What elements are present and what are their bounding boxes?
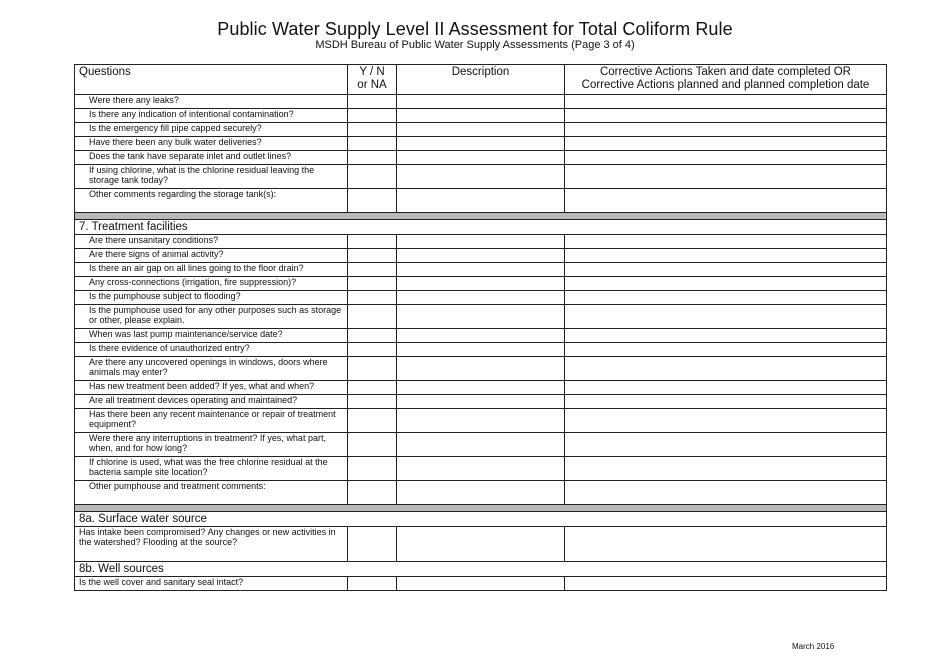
yn-answer-cell[interactable]: [348, 381, 397, 395]
table-row: [75, 457, 887, 481]
table-row: [75, 137, 887, 151]
description-cell[interactable]: [397, 577, 565, 591]
question-label: Is the well cover and sanitary seal intact?: [75, 577, 348, 591]
yn-answer-cell[interactable]: [348, 395, 397, 409]
corrective-column-header: [565, 65, 887, 95]
description-cell[interactable]: [397, 329, 565, 343]
yn-answer-cell[interactable]: [348, 433, 397, 457]
question-label: When was last pump maintenance/service date?: [75, 329, 348, 343]
corrective-action-cell[interactable]: [565, 433, 887, 457]
table-row: [75, 381, 887, 395]
corrective-action-cell[interactable]: [565, 189, 887, 213]
question-label: Does the tank have separate inlet and outlet lines?: [75, 151, 348, 165]
table-row: [75, 123, 887, 137]
description-cell[interactable]: [397, 291, 565, 305]
section-divider: [75, 505, 887, 512]
description-cell[interactable]: [397, 433, 565, 457]
question-label: Any cross-connections (irrigation, fire suppression)?: [75, 277, 348, 291]
section-divider: [75, 213, 887, 220]
description-column-header: Description: [397, 65, 565, 95]
corrective-action-cell[interactable]: [565, 123, 887, 137]
question-label: Has new treatment been added? If yes, what and when?: [75, 381, 348, 395]
yn-answer-cell[interactable]: [348, 481, 397, 505]
corrective-action-cell[interactable]: [565, 137, 887, 151]
question-label: Other pumphouse and treatment comments:: [75, 481, 348, 505]
corrective-action-cell[interactable]: [565, 457, 887, 481]
table-row: [75, 151, 887, 165]
table-row: [75, 249, 887, 263]
question-label: Is there evidence of unauthorized entry?: [75, 343, 348, 357]
table-row: [75, 481, 887, 505]
table-row: [75, 235, 887, 249]
question-label: If chlorine is used, what was the free chlorine residual at the bacteria sample site location?: [75, 457, 348, 481]
section-header-row: [75, 512, 887, 527]
table-row: [75, 409, 887, 433]
yn-answer-cell[interactable]: [348, 165, 397, 189]
table-row: [75, 109, 887, 123]
description-cell[interactable]: [397, 381, 565, 395]
question-label: Is the pumphouse used for any other purposes such as storage or other, please explain.: [75, 305, 348, 329]
question-label: Were there any leaks?: [75, 95, 348, 109]
description-cell[interactable]: [397, 189, 565, 213]
corrective-action-cell[interactable]: [565, 263, 887, 277]
corrective-action-cell[interactable]: [565, 577, 887, 591]
page-title: Public Water Supply Level II Assessment for Total Coliform Rule: [217, 19, 733, 39]
description-cell[interactable]: [397, 305, 565, 329]
table-row: [75, 291, 887, 305]
corrective-action-cell[interactable]: [565, 305, 887, 329]
corrective-action-cell[interactable]: [565, 357, 887, 381]
question-label: Is there an air gap on all lines going to the floor drain?: [75, 263, 348, 277]
yn-answer-cell[interactable]: [348, 291, 397, 305]
corrective-action-cell[interactable]: [565, 395, 887, 409]
footer-date: March 2016: [792, 642, 835, 651]
question-label: Are all treatment devices operating and maintained?: [75, 395, 348, 409]
question-label: Is the emergency fill pipe capped securely?: [75, 123, 348, 137]
page-subtitle: MSDH Bureau of Public Water Supply Assessments (Page 3 of 4): [315, 39, 635, 51]
treatment-section-heading: 7. Treatment facilities: [75, 220, 887, 235]
yn-answer-cell[interactable]: [348, 357, 397, 381]
description-cell[interactable]: [397, 235, 565, 249]
corrective-header-line1: Corrective Actions Taken and date completed OR: [599, 66, 851, 78]
section-header-row: [75, 562, 887, 577]
corrective-action-cell[interactable]: [565, 481, 887, 505]
yn-answer-cell[interactable]: [348, 329, 397, 343]
description-cell[interactable]: [397, 357, 565, 381]
description-cell[interactable]: [397, 151, 565, 165]
yn-answer-cell[interactable]: [348, 343, 397, 357]
question-label: Are there unsanitary conditions?: [75, 235, 348, 249]
corrective-action-cell[interactable]: [565, 151, 887, 165]
yn-column-header: [348, 65, 397, 95]
description-cell[interactable]: [397, 277, 565, 291]
description-cell[interactable]: [397, 395, 565, 409]
yn-answer-cell[interactable]: [348, 409, 397, 433]
yn-answer-cell[interactable]: [348, 263, 397, 277]
yn-answer-cell[interactable]: [348, 137, 397, 151]
yn-answer-cell[interactable]: [348, 123, 397, 137]
corrective-action-cell[interactable]: [565, 95, 887, 109]
description-cell[interactable]: [397, 457, 565, 481]
question-label: Has intake been compromised? Any changes or new activities in the watershed? Flooding at the source?: [75, 527, 348, 562]
corrective-action-cell[interactable]: [565, 409, 887, 433]
description-cell[interactable]: [397, 109, 565, 123]
yn-answer-cell[interactable]: [348, 249, 397, 263]
table-row: [75, 343, 887, 357]
description-cell[interactable]: [397, 249, 565, 263]
table-row: [75, 329, 887, 343]
question-label: Are there any uncovered openings in windows, doors where animals may enter?: [75, 357, 348, 381]
questions-column-header: Questions: [75, 65, 348, 95]
table-header-row: [75, 65, 887, 95]
corrective-action-cell[interactable]: [565, 249, 887, 263]
table-row: [75, 189, 887, 213]
question-label: Other comments regarding the storage tank(s):: [75, 189, 348, 213]
table-row: [75, 263, 887, 277]
section-header-row: [75, 220, 887, 235]
table-row: [75, 395, 887, 409]
corrective-action-cell[interactable]: [565, 291, 887, 305]
description-cell[interactable]: [397, 527, 565, 562]
description-cell[interactable]: [397, 343, 565, 357]
yn-answer-cell[interactable]: [348, 109, 397, 123]
description-cell[interactable]: [397, 123, 565, 137]
corrective-header-line2: Corrective Actions planned and planned completion date: [581, 79, 870, 91]
corrective-action-cell[interactable]: [565, 109, 887, 123]
table-row: [75, 577, 887, 591]
question-label: Has there been any recent maintenance or repair of treatment equipment?: [75, 409, 348, 433]
question-label: Have there been any bulk water deliveries?: [75, 137, 348, 151]
yn-answer-cell[interactable]: [348, 527, 397, 562]
question-label: Are there signs of animal activity?: [75, 249, 348, 263]
table-row: [75, 433, 887, 457]
yn-answer-cell[interactable]: [348, 151, 397, 165]
yn-answer-cell[interactable]: [348, 95, 397, 109]
corrective-action-cell[interactable]: [565, 277, 887, 291]
question-label: If using chlorine, what is the chlorine residual leaving the storage tank today?: [75, 165, 348, 189]
description-cell[interactable]: [397, 95, 565, 109]
surface-water-section-heading: 8a. Surface water source: [75, 512, 887, 527]
assessment-table: [74, 64, 887, 591]
description-cell[interactable]: [397, 481, 565, 505]
yn-answer-cell[interactable]: [348, 277, 397, 291]
corrective-action-cell[interactable]: [565, 527, 887, 562]
table-row: [75, 527, 887, 562]
yn-answer-cell[interactable]: [348, 189, 397, 213]
question-label: Is there any indication of intentional contamination?: [75, 109, 348, 123]
yn-answer-cell[interactable]: [348, 305, 397, 329]
corrective-action-cell[interactable]: [565, 235, 887, 249]
yn-header-line1: Y / N: [359, 66, 385, 78]
yn-answer-cell[interactable]: [348, 457, 397, 481]
table-row: [75, 95, 887, 109]
yn-header-line2: or NA: [357, 79, 387, 91]
corrective-action-cell[interactable]: [565, 343, 887, 357]
table-row: [75, 357, 887, 381]
corrective-action-cell[interactable]: [565, 329, 887, 343]
yn-answer-cell[interactable]: [348, 577, 397, 591]
question-label: Is the pumphouse subject to flooding?: [75, 291, 348, 305]
description-cell[interactable]: [397, 263, 565, 277]
yn-answer-cell[interactable]: [348, 235, 397, 249]
question-label: Were there any interruptions in treatment? If yes, what part, when, and for how long?: [75, 433, 348, 457]
table-row: [75, 165, 887, 189]
table-row: [75, 305, 887, 329]
description-cell[interactable]: [397, 137, 565, 151]
table-row: [75, 277, 887, 291]
corrective-action-cell[interactable]: [565, 165, 887, 189]
description-cell[interactable]: [397, 165, 565, 189]
description-cell[interactable]: [397, 409, 565, 433]
well-section-heading: 8b. Well sources: [75, 562, 887, 577]
corrective-action-cell[interactable]: [565, 381, 887, 395]
